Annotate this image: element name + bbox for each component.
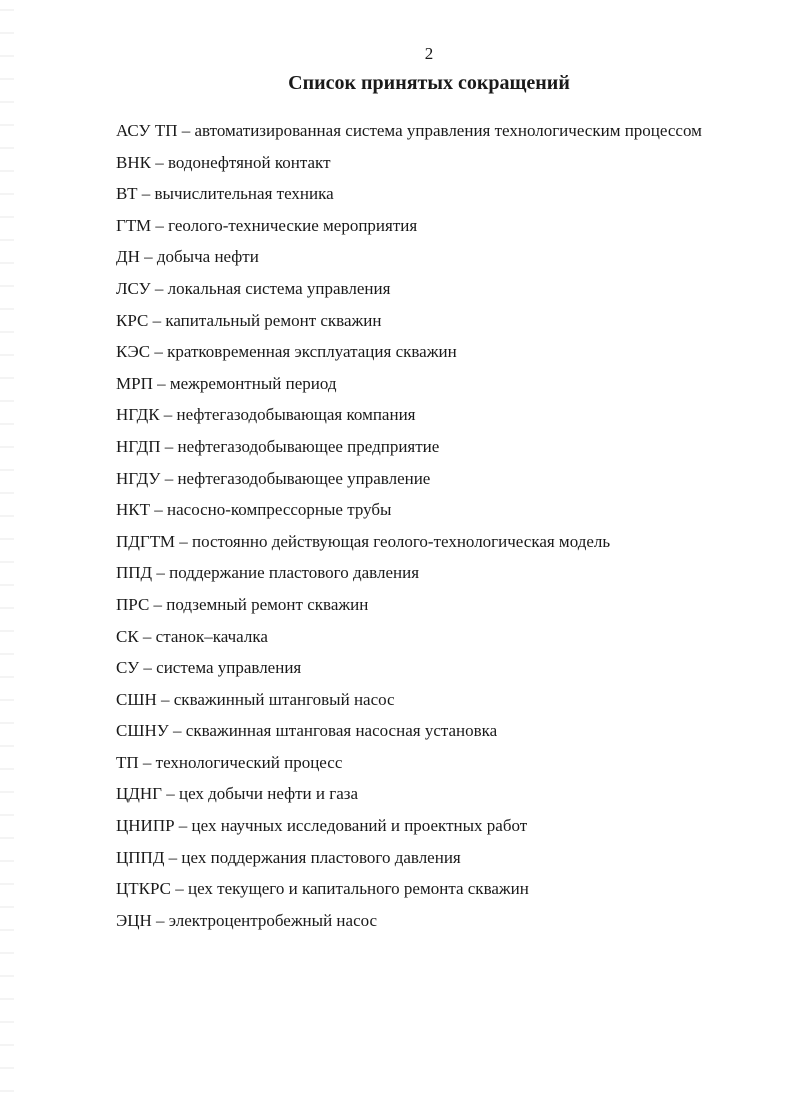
abbreviation-item: ГТМ – геолого-технические мероприятия <box>116 215 418 235</box>
abbreviation-item: ЦППД – цех поддержания пластового давления <box>116 847 461 867</box>
abbreviation-item: СШН – скважинный штанговый насос <box>116 689 395 709</box>
abbreviation-item: КРС – капитальный ремонт скважин <box>116 310 382 330</box>
abbreviation-item: НГДК – нефтегазодобывающая компания <box>116 405 416 425</box>
abbreviation-item: ДН – добыча нефти <box>116 247 259 267</box>
abbreviation-item: ПДГТМ – постоянно действующая геолого-технологическая модель <box>116 531 611 551</box>
abbreviation-item: ТП – технологический процесс <box>116 752 343 772</box>
abbreviation-item: ЛСУ – локальная система управления <box>116 278 391 298</box>
abbreviation-list <box>116 115 756 936</box>
abbreviation-item: НКТ – насосно-компрессорные трубы <box>116 500 392 520</box>
abbreviation-item: ВНК – водонефтяной контакт <box>116 152 331 172</box>
abbreviation-item: ЦТКРС – цех текущего и капитального ремонта скважин <box>116 879 529 899</box>
page-number: 2 <box>424 44 434 63</box>
abbreviation-item: ЭЦН – электроцентробежный насос <box>116 910 378 930</box>
abbreviation-item: АСУ ТП – автоматизированная система управления технологическим процессом <box>116 121 702 140</box>
abbreviation-item: ЦДНГ – цех добычи нефти и газа <box>116 784 359 804</box>
abbreviation-item: СУ – система управления <box>116 658 302 678</box>
abbreviation-item: ЦНИПР – цех научных исследований и проектных работ <box>116 816 528 836</box>
abbreviation-item: СШНУ – скважинная штанговая насосная установка <box>116 721 498 741</box>
abbreviation-item: НГДП – нефтегазодобывающее предприятие <box>116 436 440 456</box>
abbreviation-item: СК – станок–качалка <box>116 626 268 646</box>
page-title: Список принятых сокращений <box>288 72 570 94</box>
abbreviation-item: ВТ – вычислительная техника <box>116 184 334 204</box>
abbreviation-item: НГДУ – нефтегазодобывающее управление <box>116 468 431 488</box>
abbreviation-item: КЭС – кратковременная эксплуатация скважин <box>116 342 457 362</box>
scan-edge-artifact <box>0 0 14 1096</box>
abbreviation-item: ПРС – подземный ремонт скважин <box>116 594 369 614</box>
abbreviation-item: МРП – межремонтный период <box>116 373 337 393</box>
abbreviation-item: ППД – поддержание пластового давления <box>116 563 420 583</box>
